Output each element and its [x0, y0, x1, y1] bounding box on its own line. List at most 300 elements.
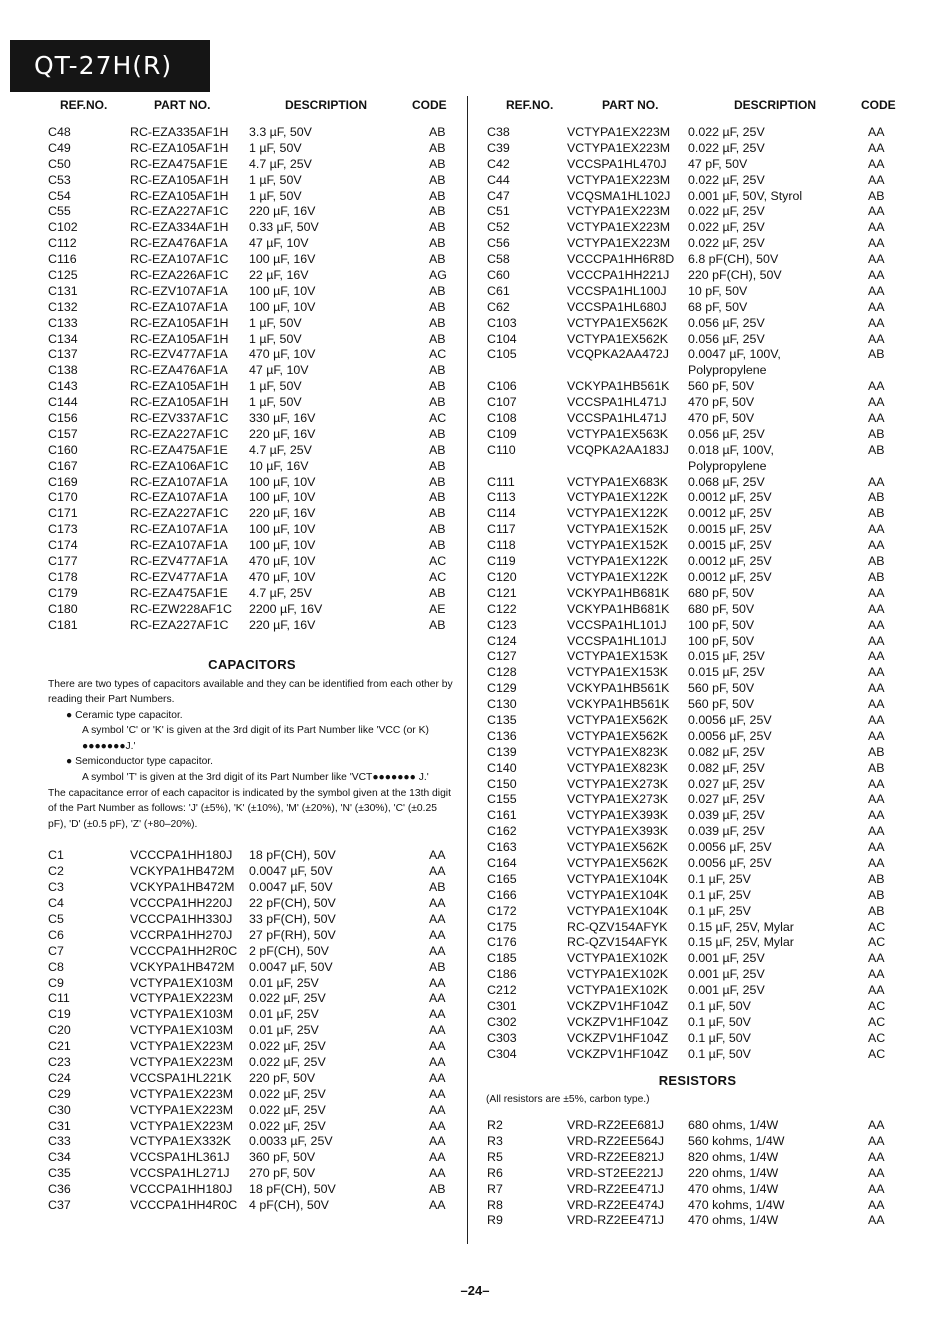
- cell-part-no: VCTYPA1EX273K: [567, 776, 669, 791]
- table-row: [42, 1023, 462, 1039]
- cell-part-no: VCCCPA1HH221J: [567, 268, 670, 283]
- cell-description: 0.039 µF, 25V: [688, 808, 765, 823]
- cell-description: 680 pF, 50V: [688, 585, 755, 600]
- table-row: [480, 506, 915, 522]
- cell-code: AB: [429, 363, 446, 378]
- cell-part-no: VCTYPA1EX562K: [567, 728, 669, 743]
- table-row: [480, 411, 915, 427]
- cell-code: AA: [868, 315, 885, 330]
- table-row: [42, 268, 462, 284]
- resistors-title: RESISTORS: [658, 1072, 737, 1088]
- cell-description: Polypropylene: [688, 363, 767, 378]
- table-row: [42, 125, 462, 141]
- cell-description: 0.039 µF, 25V: [688, 824, 765, 839]
- cell-ref-no: C61: [487, 283, 510, 298]
- cell-part-no: VRD-RZ2EE471J: [567, 1181, 665, 1196]
- table-row: [480, 252, 915, 268]
- cell-part-no: VCTYPA1EX102K: [567, 967, 669, 982]
- cell-code: AA: [868, 299, 885, 314]
- cell-ref-no: C139: [487, 744, 517, 759]
- cell-description: 1 µF, 50V: [249, 188, 302, 203]
- cell-ref-no: C103: [487, 315, 517, 330]
- cell-ref-no: C108: [487, 411, 517, 426]
- cell-description: 0.0047 µF, 50V: [249, 959, 333, 974]
- cell-description: 1 µF, 50V: [249, 395, 302, 410]
- cell-description: 0.0015 µF, 25V: [688, 538, 772, 553]
- cell-code: AA: [868, 156, 885, 171]
- cell-code: AA: [429, 1134, 446, 1149]
- cell-description: 0.0012 µF, 25V: [688, 569, 772, 584]
- cell-part-no: VRD-RZ2EE821J: [567, 1149, 665, 1164]
- table-row: [42, 554, 462, 570]
- cell-code: AA: [868, 697, 885, 712]
- table-row: [480, 1150, 915, 1166]
- cell-code: AB: [429, 617, 446, 632]
- table-row: [42, 1166, 462, 1182]
- cell-code: AA: [429, 1118, 446, 1133]
- cell-part-no: RC-EZV477AF1A: [130, 569, 228, 584]
- table-row: [42, 427, 462, 443]
- cell-code: AA: [429, 1055, 446, 1070]
- cell-code: AA: [868, 951, 885, 966]
- cell-description: 0.068 µF, 25V: [688, 474, 765, 489]
- cell-description: 4 pF(CH), 50V: [249, 1198, 329, 1213]
- cell-code: AB: [429, 283, 446, 298]
- cell-ref-no: C37: [48, 1198, 71, 1213]
- cell-code: AA: [868, 649, 885, 664]
- cell-code: AA: [429, 991, 446, 1006]
- cell-code: AB: [868, 426, 885, 441]
- cell-code: AA: [429, 975, 446, 990]
- cell-part-no: VCTYPA1EX104K: [567, 871, 669, 886]
- capacitors-section: [42, 657, 462, 833]
- table-row: [480, 538, 915, 554]
- cell-description: 470 ohms, 1/4W: [688, 1181, 779, 1196]
- cell-part-no: RC-EZA105AF1H: [130, 188, 229, 203]
- cell-code: AB: [868, 871, 885, 886]
- table-row: [42, 1134, 462, 1150]
- cell-code: AC: [868, 1046, 886, 1061]
- cell-description: 0.0056 µF, 25V: [688, 712, 772, 727]
- cell-part-no: VCTYPA1EX563K: [567, 426, 669, 441]
- cell-description: 0.022 µF, 25V: [249, 1102, 326, 1117]
- table-row: [42, 1198, 462, 1214]
- table-row: [42, 332, 462, 348]
- cell-description: 18 pF(CH), 50V: [249, 1182, 336, 1197]
- table-row: [480, 951, 915, 967]
- cell-code: AB: [429, 299, 446, 314]
- cell-code: AB: [868, 887, 885, 902]
- cell-description: 1 µF, 50V: [249, 315, 302, 330]
- table-row: [480, 284, 915, 300]
- table-row: [42, 960, 462, 976]
- cell-code: AA: [868, 220, 885, 235]
- cell-part-no: VCCCPA1HH180J: [130, 1182, 233, 1197]
- cell-part-no: VCTYPA1EX223M: [130, 1102, 234, 1117]
- cell-description: 1 µF, 50V: [249, 379, 302, 394]
- cell-ref-no: C175: [487, 919, 517, 934]
- cell-part-no: VRD-RZ2EE564J: [567, 1134, 665, 1149]
- cell-ref-no: R8: [487, 1197, 503, 1212]
- cell-ref-no: R6: [487, 1165, 503, 1180]
- table-row: [42, 204, 462, 220]
- cell-description: 0.1 µF, 50V: [688, 1030, 751, 1045]
- cell-code: AB: [868, 506, 885, 521]
- cell-ref-no: C110: [487, 442, 516, 457]
- cell-description: 0.001 µF, 25V: [688, 951, 765, 966]
- cell-code: AB: [429, 442, 446, 457]
- cell-part-no: VCKYPA1HB681K: [567, 585, 670, 600]
- cell-ref-no: C35: [48, 1166, 71, 1181]
- cell-ref-no: C1: [48, 848, 64, 863]
- cell-description: 0.018 µF, 100V,: [688, 442, 774, 457]
- cell-ref-no: C48: [48, 125, 71, 139]
- cell-ref-no: C136: [487, 728, 517, 743]
- cell-description: 0.1 µF, 50V: [688, 998, 751, 1013]
- cell-code: AB: [429, 506, 446, 521]
- cell-part-no: VCTYPA1EX562K: [567, 855, 669, 870]
- cell-code: AA: [868, 236, 885, 251]
- cell-code: AA: [868, 1149, 885, 1164]
- table-row: [42, 1055, 462, 1071]
- cell-part-no: VCTYPA1EX104K: [567, 903, 669, 918]
- cell-part-no: RC-EZA105AF1H: [130, 315, 229, 330]
- cell-code: AB: [868, 903, 885, 918]
- cell-description: 470 pF, 50V: [688, 411, 755, 426]
- cell-description: 0.022 µF, 25V: [688, 140, 765, 155]
- cell-code: AC: [868, 1014, 886, 1029]
- cell-ref-no: C178: [48, 569, 78, 584]
- cell-part-no: VCCCPA1HH2R0C: [130, 943, 238, 958]
- cell-description: 0.001 µF, 25V: [688, 983, 765, 998]
- cell-ref-no: C157: [48, 426, 78, 441]
- cell-code: AA: [868, 585, 885, 600]
- cell-description: 0.027 µF, 25V: [688, 792, 765, 807]
- cell-code: AC: [868, 935, 886, 950]
- parts-list-right-bottom: [480, 1118, 915, 1229]
- table-row: [480, 1182, 915, 1198]
- cell-ref-no: C8: [48, 959, 64, 974]
- table-row: [42, 928, 462, 944]
- cell-ref-no: C109: [487, 426, 517, 441]
- cell-part-no: RC-EZA475AF1E: [130, 156, 228, 171]
- ceramic-type-label: ● Ceramic type capacitor.: [66, 709, 183, 721]
- table-row: [42, 157, 462, 173]
- cell-ref-no: C6: [48, 927, 64, 942]
- cell-part-no: VCKYPA1HB561K: [567, 697, 670, 712]
- cell-description: 47 µF, 10V: [249, 236, 309, 251]
- cell-description: 0.01 µF, 25V: [249, 1023, 319, 1038]
- table-row: [480, 761, 915, 777]
- cell-ref-no: C53: [48, 172, 71, 187]
- cell-ref-no: C118: [487, 538, 516, 553]
- cell-part-no: RC-EZA105AF1H: [130, 379, 229, 394]
- cell-part-no: VCTYPA1EX223M: [130, 1039, 234, 1054]
- cell-part-no: RC-EZA107AF1C: [130, 252, 229, 267]
- cell-description: 0.1 µF, 50V: [688, 1014, 751, 1029]
- cell-code: AB: [429, 156, 446, 171]
- cell-ref-no: C116: [48, 252, 77, 267]
- cell-code: AC: [429, 554, 447, 569]
- cell-code: AB: [429, 490, 446, 505]
- cell-code: AC: [868, 998, 886, 1013]
- table-row: [42, 991, 462, 1007]
- cell-part-no: VCQPKA2AA183J: [567, 442, 669, 457]
- cell-code: AB: [429, 959, 446, 974]
- cell-description: 330 µF, 16V: [249, 411, 316, 426]
- cell-code: AA: [868, 1197, 885, 1212]
- cell-description: 0.0056 µF, 25V: [688, 840, 772, 855]
- cell-code: AB: [429, 395, 446, 410]
- cell-code: AA: [868, 840, 885, 855]
- table-row: [480, 586, 915, 602]
- cell-code: AA: [868, 1165, 885, 1180]
- cell-ref-no: C112: [48, 236, 77, 251]
- cell-ref-no: C49: [48, 140, 71, 155]
- cell-description: 470 pF, 50V: [688, 395, 755, 410]
- cell-ref-no: C60: [487, 268, 510, 283]
- cell-ref-no: C133: [48, 315, 78, 330]
- cell-code: AC: [868, 919, 886, 934]
- cell-description: 220 µF, 16V: [249, 426, 316, 441]
- cell-ref-no: C174: [48, 538, 78, 553]
- table-row: [42, 976, 462, 992]
- cell-ref-no: C36: [48, 1182, 71, 1197]
- cell-description: 470 µF, 10V: [249, 569, 316, 584]
- table-row: [42, 1039, 462, 1055]
- cell-description: 1 µF, 50V: [249, 331, 302, 346]
- cell-ref-no: C111: [487, 474, 515, 489]
- table-row: [42, 912, 462, 928]
- cell-code: AA: [429, 1198, 446, 1213]
- cell-part-no: RC-EZA475AF1E: [130, 585, 228, 600]
- table-row: [42, 347, 462, 363]
- cell-part-no: VCTYPA1EX152K: [567, 522, 669, 537]
- cell-part-no: VCCCPA1HH6R8D: [567, 252, 675, 267]
- table-row: [42, 395, 462, 411]
- cell-description: 0.022 µF, 25V: [688, 236, 765, 251]
- cell-ref-no: C102: [48, 220, 78, 235]
- cell-part-no: VCTYPA1EX102K: [567, 983, 669, 998]
- cell-code: AA: [868, 538, 885, 553]
- cell-code: AA: [868, 712, 885, 727]
- cell-part-no: VRD-RZ2EE681J: [567, 1118, 665, 1133]
- cell-ref-no: C51: [487, 204, 510, 219]
- cell-code: AA: [868, 776, 885, 791]
- cell-description: 18 pF(CH), 50V: [249, 848, 336, 863]
- cell-description: 0.001 µF, 50V, Styrol: [688, 188, 803, 203]
- cell-ref-no: C2: [48, 864, 64, 879]
- cell-ref-no: C55: [48, 204, 71, 219]
- table-row: [480, 808, 915, 824]
- cell-code: AA: [868, 617, 885, 632]
- cell-description: 270 pF, 50V: [249, 1166, 316, 1181]
- table-row: [480, 220, 915, 236]
- cell-part-no: VCTYPA1EX562K: [567, 331, 669, 346]
- cell-description: 0.022 µF, 25V: [249, 1118, 326, 1133]
- resistors-section: [480, 1073, 915, 1108]
- table-row: [480, 602, 915, 618]
- cell-part-no: RC-EZA476AF1A: [130, 236, 228, 251]
- cell-ref-no: C169: [48, 474, 78, 489]
- cell-description: 2 pF(CH), 50V: [249, 943, 329, 958]
- cell-description: 100 µF, 10V: [249, 283, 316, 298]
- cell-code: AB: [429, 379, 446, 394]
- cell-ref-no: C50: [48, 156, 71, 171]
- cell-description: 100 µF, 16V: [249, 252, 316, 267]
- table-row: [480, 204, 915, 220]
- cell-part-no: VCTYPA1EX683K: [567, 474, 669, 489]
- cell-ref-no: C303: [487, 1030, 517, 1045]
- cell-description: 0.0012 µF, 25V: [688, 490, 772, 505]
- cell-code: AB: [429, 585, 446, 600]
- cell-ref-no: C9: [48, 975, 64, 990]
- cell-part-no: VCKYPA1HB472M: [130, 880, 235, 895]
- table-row: [480, 1134, 915, 1150]
- cell-ref-no: C304: [487, 1046, 517, 1061]
- cell-ref-no: C38: [487, 125, 510, 139]
- cell-code: AA: [868, 331, 885, 346]
- cell-ref-no: C58: [487, 252, 510, 267]
- cell-description: 560 kohms, 1/4W: [688, 1134, 785, 1149]
- table-row: [42, 1182, 462, 1198]
- table-row: [480, 522, 915, 538]
- cell-code: AA: [868, 983, 885, 998]
- cell-description: 100 µF, 10V: [249, 299, 316, 314]
- cell-ref-no: C4: [48, 896, 64, 911]
- cell-part-no: VCTYPA1EX223M: [130, 1118, 234, 1133]
- left-column: [42, 96, 462, 1214]
- table-row: [480, 935, 915, 951]
- capacitors-notes: [42, 677, 462, 833]
- cell-description: 0.022 µF, 25V: [688, 220, 765, 235]
- cell-ref-no: C54: [48, 188, 71, 203]
- cell-description: 10 pF, 50V: [688, 283, 748, 298]
- table-row: [42, 522, 462, 538]
- cell-description: 220 pF(CH), 50V: [688, 268, 782, 283]
- cell-description: 0.082 µF, 25V: [688, 760, 765, 775]
- cell-code: AA: [429, 1166, 446, 1181]
- cell-code: AB: [429, 1182, 446, 1197]
- cell-part-no: VCKYPA1HB561K: [567, 681, 670, 696]
- header-description: DESCRIPTION: [285, 98, 368, 112]
- cell-ref-no: C120: [487, 569, 517, 584]
- capacitors-title: CAPACITORS: [208, 656, 296, 672]
- cell-code: AA: [868, 1181, 885, 1196]
- cell-part-no: VCTYPA1EX122K: [567, 554, 669, 569]
- cell-ref-no: C144: [48, 395, 78, 410]
- table-row: [480, 1047, 915, 1063]
- cell-ref-no: C129: [487, 681, 517, 696]
- cell-part-no: VCKYPA1HB472M: [130, 864, 235, 879]
- cell-ref-no: C171: [48, 506, 78, 521]
- cell-code: AA: [868, 681, 885, 696]
- cell-description: 0.022 µF, 25V: [688, 125, 765, 139]
- cell-part-no: RC-EZA107AF1A: [130, 490, 228, 505]
- cell-code: AB: [429, 125, 446, 139]
- cell-ref-no: C3: [48, 880, 64, 895]
- cell-part-no: VCCSPA1HL101J: [567, 633, 667, 648]
- cell-description: 0.015 µF, 25V: [688, 665, 765, 680]
- table-row: [480, 173, 915, 189]
- cell-ref-no: C186: [487, 967, 517, 982]
- cell-code: AC: [429, 347, 447, 362]
- cell-description: 1 µF, 50V: [249, 172, 302, 187]
- table-row: [42, 141, 462, 157]
- right-column: [480, 96, 915, 1229]
- cell-description: 560 pF, 50V: [688, 681, 755, 696]
- cell-part-no: VCTYPA1EX223M: [567, 220, 671, 235]
- cell-code: AA: [868, 411, 885, 426]
- cell-part-no: RC-EZA226AF1C: [130, 268, 229, 283]
- cell-ref-no: C114: [487, 506, 516, 521]
- cell-ref-no: C172: [487, 903, 517, 918]
- cell-part-no: VCTYPA1EX153K: [567, 649, 669, 664]
- table-row: [480, 856, 915, 872]
- cell-description: 0.001 µF, 25V: [688, 967, 765, 982]
- header-part-no: PART NO.: [154, 98, 211, 112]
- page-number: –24–: [460, 1283, 490, 1298]
- cell-code: AA: [868, 395, 885, 410]
- cell-ref-no: C138: [48, 363, 78, 378]
- cell-code: AB: [429, 236, 446, 251]
- cell-code: AC: [868, 1030, 886, 1045]
- table-header: [480, 96, 915, 116]
- cell-ref-no: C180: [48, 601, 78, 616]
- cell-code: AA: [868, 855, 885, 870]
- cell-part-no: VCCSPA1HL470J: [567, 156, 667, 171]
- cell-part-no: VCKZPV1HF104Z: [567, 1030, 669, 1045]
- table-row: [480, 840, 915, 856]
- cell-ref-no: C62: [487, 299, 510, 314]
- cell-description: 0.056 µF, 25V: [688, 426, 765, 441]
- table-row: [42, 1087, 462, 1103]
- table-row: [42, 538, 462, 554]
- cell-description: 220 µF, 16V: [249, 617, 316, 632]
- cell-code: AA: [868, 522, 885, 537]
- cell-ref-no: C162: [487, 824, 517, 839]
- table-row: [480, 697, 915, 713]
- cell-part-no: VCCSPA1HL271J: [130, 1166, 230, 1181]
- cell-code: AB: [429, 522, 446, 537]
- cell-code: AB: [429, 252, 446, 267]
- cell-part-no: VCCRPA1HH270J: [130, 927, 233, 942]
- cell-description: 10 µF, 16V: [249, 458, 309, 473]
- cell-ref-no: C166: [487, 887, 517, 902]
- cell-code: AA: [868, 172, 885, 187]
- cell-description: 0.15 µF, 25V, Mylar: [688, 935, 794, 950]
- cell-description: 0.33 µF, 50V: [249, 220, 319, 235]
- cell-ref-no: C33: [48, 1134, 71, 1149]
- cell-code: AA: [429, 1086, 446, 1101]
- header-ref-no: REF.NO.: [506, 98, 554, 112]
- cell-code: AA: [429, 1023, 446, 1038]
- header-code: CODE: [412, 98, 447, 112]
- cell-description: 4.7 µF, 25V: [249, 442, 312, 457]
- table-row: [480, 236, 915, 252]
- cell-ref-no: C44: [487, 172, 510, 187]
- cell-description: 0.01 µF, 25V: [249, 975, 319, 990]
- cell-part-no: RC-EZA107AF1A: [130, 474, 228, 489]
- cell-ref-no: C140: [487, 760, 517, 775]
- cell-ref-no: C21: [48, 1039, 71, 1054]
- cell-description: 100 pF, 50V: [688, 633, 755, 648]
- table-row: [42, 896, 462, 912]
- cell-ref-no: C19: [48, 1007, 71, 1022]
- cell-ref-no: C161: [487, 808, 517, 823]
- cell-part-no: VCKYPA1HB472M: [130, 959, 235, 974]
- cell-description: 47 pF, 50V: [688, 156, 748, 171]
